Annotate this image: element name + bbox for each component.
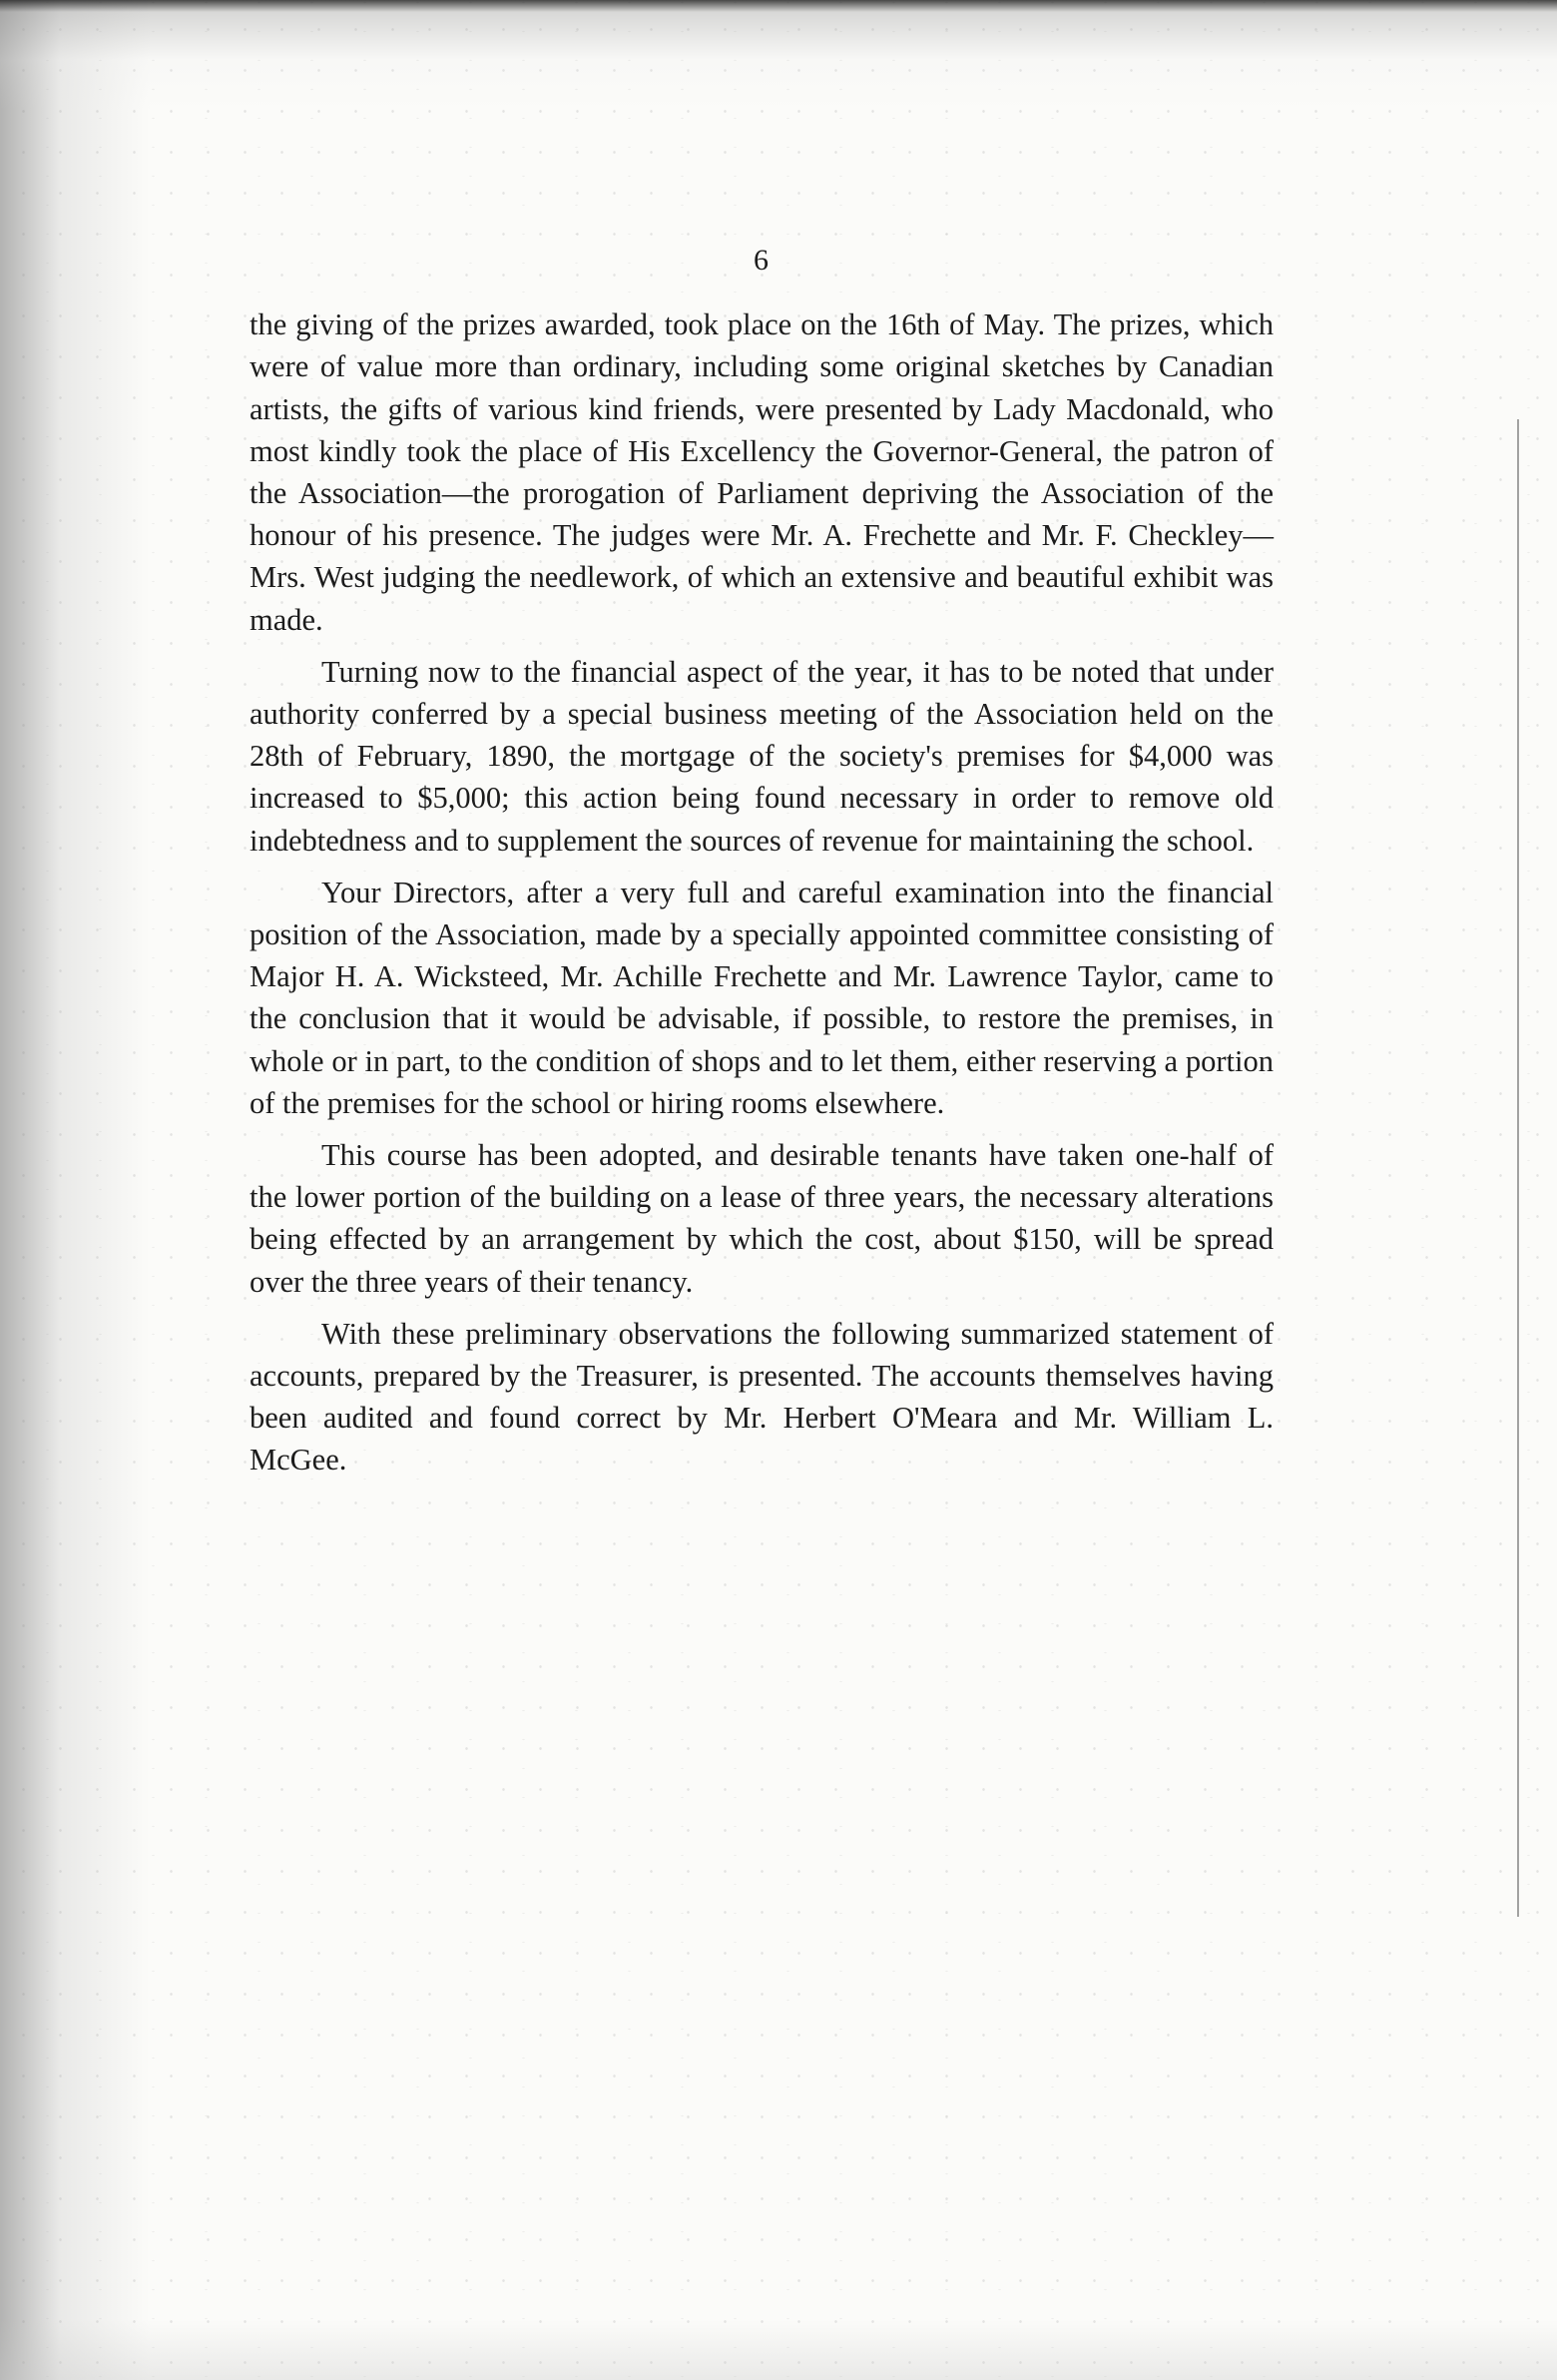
paragraph-prizes: the giving of the prizes awarded, took place on the 16th of May. The prizes, which were of value more than ordinary, including some original sketches by Canadian artists, the gifts of various kind friends, were presented by Lady Macdonald, who most kindly took the place of His Excellency the Governor-General, the patron of the Association—the prorogation of Parliament depriving the Association of the honour of his presence. The judges were Mr. A. Frechette and Mr. F. Checkley—Mrs. West judging the needlework, of which an extensive and beautiful exhibit was made. (250, 307, 1274, 637)
page-bottom-shade (0, 2320, 1557, 2380)
page-body (250, 240, 1274, 1491)
page-number: 6 (754, 244, 770, 277)
page-right-edge (1517, 419, 1519, 1917)
paragraph-accounts: With these preliminary observations the following summarized statement of accounts, prepared by the Treasurer, is presented. The accounts themselves having been audited and found correct by Mr. Herbert O'Meara and Mr. William L. McGee. (250, 1316, 1274, 1478)
paragraph-tenants: This course has been adopted, and desirable tenants have taken one-half of the lower portion of the building on a lease of three years, the necessary alterations being effected by an arrangement by which the cost, about $150, will be spread over the three years of their tenancy. (250, 1138, 1274, 1299)
page-top-shadow (0, 0, 1557, 110)
paragraph-directors: Your Directors, after a very full and careful examination into the financial position of the Association, made by a specially appointed committee consisting of Major H. A. Wicksteed, Mr. Achille Frechette and Mr. Lawrence Taylor, came to the conclusion that it would be advisable, if possible, to restore the premises, in whole or in part, to the condition of shops and to let them, either reserving a portion of the premises for the school or hiring rooms elsewhere. (250, 875, 1274, 1120)
paragraph-financial-aspect: Turning now to the financial aspect of the year, it has to be noted that under authority conferred by a special business meeting of the Association held on the 28th of February, 1890, the mortgage of the society's premises for $4,000 was increased to $5,000; this action being found necessary in order to remove old indebtedness and to supplement the sources of revenue for maintaining the school. (250, 654, 1274, 858)
page-left-shadow (0, 0, 150, 2380)
